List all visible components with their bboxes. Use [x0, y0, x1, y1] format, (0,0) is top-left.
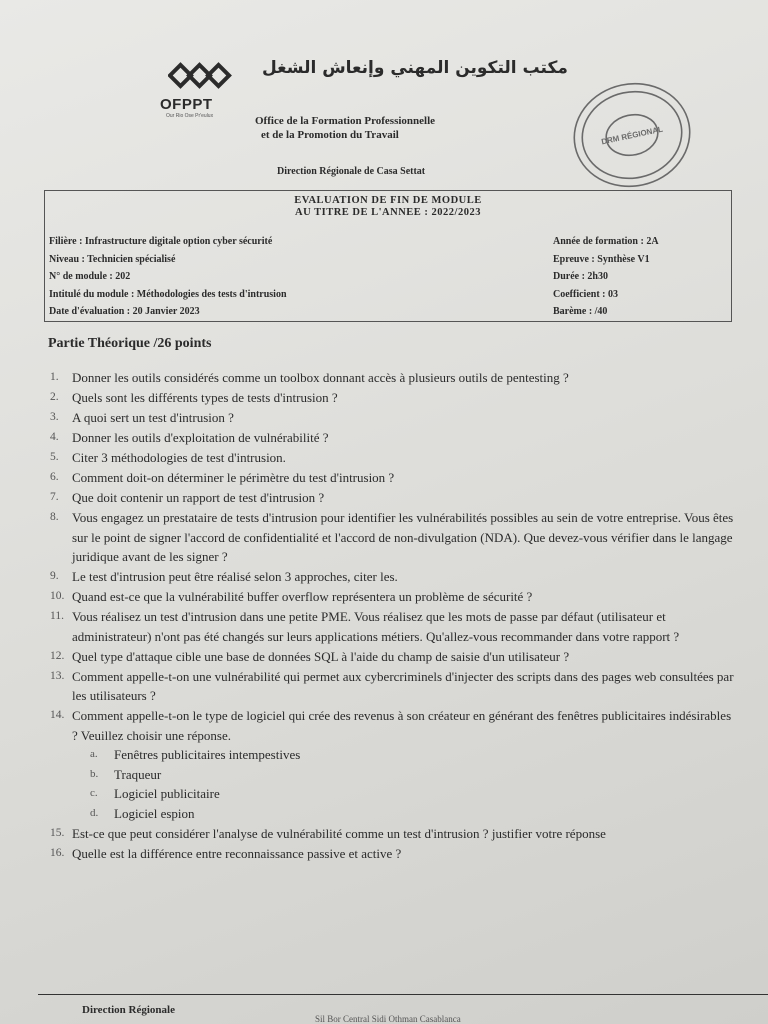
question-number: 12. — [50, 649, 65, 662]
evaluation-title — [45, 195, 731, 219]
question-body — [72, 448, 740, 468]
info-epreuve: Epreuve : Synthèse V1 — [553, 253, 650, 265]
question-number: 4. — [50, 431, 59, 443]
question-body — [72, 488, 740, 508]
question-number: 16. — [50, 846, 65, 859]
question-body — [72, 388, 740, 408]
footer-left-text: Direction Régionale — [82, 1004, 175, 1016]
option-letter: b. — [90, 767, 99, 780]
arabic-institution-name: مكتب التكوين المهني وإنعاش الشغل — [262, 58, 568, 78]
ofppt-logo — [160, 62, 240, 119]
answer-option — [90, 745, 740, 765]
question-text: A quoi sert un test d'intrusion ? — [72, 410, 234, 425]
question-text: Quand est-ce que la vulnérabilité buffer overflow représentera un problème de sécurité ? — [72, 589, 533, 604]
question-item — [50, 408, 740, 428]
option-letter: a. — [90, 748, 98, 760]
question-number: 6. — [50, 471, 59, 483]
question-body — [72, 647, 740, 667]
question-body — [72, 567, 740, 587]
question-body — [72, 824, 740, 844]
info-filiere: Filière : Infrastructure digitale option cyber sécurité — [49, 236, 273, 247]
option-letter: c. — [90, 787, 98, 799]
info-bareme: Barème : /40 — [553, 306, 608, 317]
question-item — [50, 844, 740, 864]
question-text: Donner les outils considérés comme un toolbox donnant accès à plusieurs outils de pentesting ? — [72, 370, 569, 385]
question-number: 10. — [50, 590, 65, 602]
option-letter: d. — [90, 806, 99, 819]
question-item — [50, 647, 740, 667]
question-number: 9. — [50, 570, 59, 582]
question-item — [50, 428, 740, 448]
question-text: Comment appelle-t-on le type de logiciel qui crée des revenus à son créateur en générant des fenêtres publicitaires indésirables ? Veuillez choisir une réponse. — [72, 708, 732, 743]
question-number: 1. — [50, 371, 59, 383]
option-text: Traqueur — [114, 766, 162, 782]
office-line-1: Office de la Formation Professionnelle — [255, 115, 436, 127]
question-item — [50, 567, 740, 587]
question-item — [50, 587, 740, 607]
question-text: Vous engagez un prestataire de tests d'intrusion pour identifier les vulnérabilités possibles au sein de votre entreprise. Vous êtes sur le point de signer l'accord de confidentialité et l'accord de non-divulgation (NDA). Que devez-vous vérifier dans le langage juridique avant de les signer ? — [72, 510, 734, 564]
question-text: Que doit contenir un rapport de test d'intrusion ? — [72, 490, 325, 505]
question-body — [72, 428, 740, 448]
question-item — [50, 448, 740, 468]
question-text: Comment appelle-t-on une vulnérabilité qui permet aux cybercriminels d'injecter des scripts dans des pages web consultées par les utilisateurs ? — [72, 668, 734, 703]
question-item — [50, 667, 740, 706]
info-module-number: N° de module : 202 — [49, 271, 131, 282]
answer-options — [90, 745, 740, 823]
question-text: Est-ce que peut considérer l'analyse de vulnérabilité comme un test d'intrusion ? justifier votre réponse — [72, 825, 606, 841]
info-duration: Durée : 2h30 — [553, 271, 608, 282]
footer-right-text: Sil Bor Central Sidi Othman Casablanca — [315, 1014, 461, 1024]
stamp-center-text: DRM RÉGIONAL — [600, 124, 664, 147]
question-number: 15. — [50, 826, 65, 839]
section-title: Partie Théorique /26 points — [48, 336, 212, 351]
question-body — [72, 844, 740, 864]
answer-option — [90, 804, 740, 824]
answer-option — [90, 765, 740, 785]
office-name — [255, 114, 435, 142]
question-text: Citer 3 méthodologies de test d'intrusion. — [72, 450, 286, 465]
question-text: Quels sont les différents types de tests d'intrusion ? — [72, 390, 338, 405]
option-text: Fenêtres publicitaires intempestives — [114, 747, 301, 762]
question-number: 3. — [50, 411, 59, 423]
question-number: 13. — [50, 669, 65, 682]
question-body — [72, 408, 740, 428]
question-item — [50, 368, 740, 388]
question-body — [72, 706, 740, 823]
office-line-2: et de la Promotion du Travail — [261, 129, 399, 141]
question-number: 5. — [50, 451, 59, 463]
question-body — [72, 508, 740, 567]
option-text: Logiciel espion — [114, 805, 195, 821]
question-item — [50, 388, 740, 408]
regional-direction: Direction Régionale de Casa Settat — [277, 166, 426, 177]
question-number: 8. — [50, 511, 59, 523]
info-coefficient: Coefficient : 03 — [553, 288, 618, 300]
option-text: Logiciel publicitaire — [114, 786, 220, 801]
logo-text: OFPPT — [160, 96, 213, 113]
answer-option — [90, 784, 740, 804]
question-item — [50, 468, 740, 488]
question-item — [50, 488, 740, 508]
evaluation-info-right — [553, 233, 659, 321]
question-text: Donner les outils d'exploitation de vulnérabilité ? — [72, 430, 329, 445]
info-niveau: Niveau : Technicien spécialisé — [49, 253, 176, 265]
question-text: Quel type d'attaque cible une base de données SQL à l'aide du champ de saisie d'un utilisateur ? — [72, 648, 570, 664]
ofppt-logo-mark-icon — [168, 62, 240, 92]
question-body — [72, 587, 740, 607]
question-body — [72, 368, 740, 388]
logo-subtext: Our Rio Ose Pr'eulux — [166, 113, 214, 119]
question-number: 11. — [50, 610, 64, 622]
question-item — [50, 508, 740, 567]
question-list — [50, 368, 740, 864]
question-item — [50, 706, 740, 823]
question-body — [72, 468, 740, 488]
question-number: 14. — [50, 709, 65, 721]
info-evaluation-date: Date d'évaluation : 20 Janvier 2023 — [49, 306, 200, 317]
evaluation-info-left — [49, 233, 287, 321]
evaluation-title-line-1: EVALUATION DE FIN DE MODULE — [294, 195, 482, 206]
footer-divider — [38, 994, 768, 995]
question-number: 2. — [50, 391, 59, 403]
question-item — [50, 607, 740, 646]
question-text: Quelle est la différence entre reconnaissance passive et active ? — [72, 845, 402, 861]
question-text: Le test d'intrusion peut être réalisé selon 3 approches, citer les. — [72, 569, 398, 584]
question-text: Vous réalisez un test d'intrusion dans une petite PME. Vous réalisez que les mots de passe par défaut (utilisateur et administrateur) n'ont pas été changés sur leurs applications métiers. Qu'allez-vous recommander dans votre rapport ? — [72, 609, 680, 644]
info-training-year: Année de formation : 2A — [553, 236, 659, 247]
evaluation-title-line-2: AU TITRE DE L'ANNEE : 2022/2023 — [295, 207, 481, 218]
info-module-title: Intitulé du module : Méthodologies des tests d'intrusion — [49, 288, 287, 300]
question-number: 7. — [50, 491, 59, 503]
question-body — [72, 667, 740, 706]
official-stamp — [570, 80, 694, 190]
question-text: Comment doit-on déterminer le périmètre du test d'intrusion ? — [72, 470, 395, 485]
question-item — [50, 824, 740, 844]
question-body — [72, 607, 740, 646]
evaluation-info-box — [44, 190, 732, 322]
